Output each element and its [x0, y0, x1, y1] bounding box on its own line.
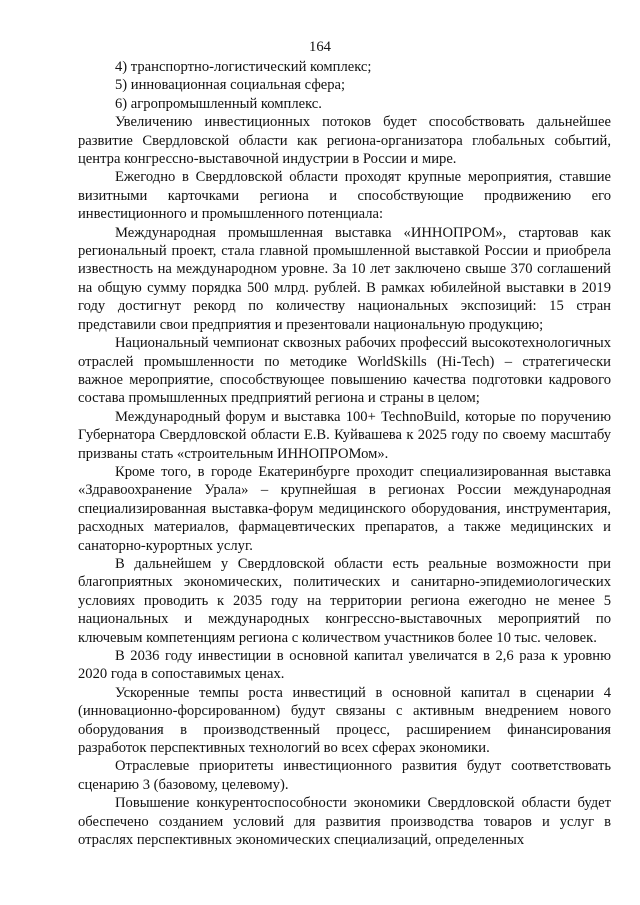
paragraph-innoprom: Международная промышленная выставка «ИННОПРОМ», стартовав как региональный проект, стала главной промышленной выставкой России и приобрела известность на международном уровне. За 10 лет заключено свыше 370 соглашений на общую сумму порядка 500 млрд. рублей. В рамках юбилейной выставки в 2019 году достигнут рекорд по количеству национальных экспозиций: 15 стран представили свои предприятия и презентовали национальную продукцию; — [78, 224, 611, 333]
paragraph-investment-flows: Увеличению инвестиционных потоков будет способствовать дальнейшее развитие Свердловской области как региона-организатора глобальных событий, центра конгрессно-выставочной индустрии в России и мире. — [78, 114, 611, 168]
paragraph-healthcare-exhibition: Кроме того, в городе Екатеринбурге проходит специализированная выставка «Здравоохранение Урала» – крупнейшая в регионах России международная специализированная выставка-форум медицинского оборудования, инструментария, расходных материалов, фармацевтических препаратов, а также медицинских и санаторно-курортных услуг. — [78, 463, 611, 554]
paragraph-annual-events: Ежегодно в Свердловской области проходят крупные мероприятия, ставшие визитными карточками региона и способствующие продвижению его инвестиционного и промышленного потенциала: — [78, 169, 611, 223]
paragraph-worldskills: Национальный чемпионат сквозных рабочих профессий высокотехнологичных отраслей промышленности по методике WorldSkills (Hi-Tech) – стратегически важное мероприятие, способствующее повышению качества подготовки кадрового состава промышленных предприятий региона и страны в целом; — [78, 335, 611, 407]
body-text — [78, 58, 611, 849]
paragraph-competitiveness: Повышение конкурентоспособности экономики Свердловской области будет обеспечено созданием условий для развития производства товаров и услуг в отраслях перспективных экономических специализаций, определенных — [78, 795, 611, 849]
list-item-agro-complex: 6) агропромышленный комплекс. — [115, 95, 322, 112]
list-item-transport-logistics: 4) транспортно-логистический комплекс; — [115, 59, 372, 75]
paragraph-scenario-4: Ускоренные темпы роста инвестиций в основной капитал в сценарии 4 (инновационно-форсированном) будут связаны с активным внедрением нового оборудования в производственный процесс, расширением финансирования разработок перспективных технологий во всех сферах экономики. — [78, 684, 611, 757]
paragraph-future-events: В дальнейшем у Свердловской области есть реальные возможности при благоприятных экономических, политических и санитарно-эпидемиологических условиях проводить к 2035 году на территории региона ежегодно не менее 5 национальных и международных конгрессно-выставочных мероприятий по ключевым компетенциям региона с количеством участников более 10 тыс. человек. — [78, 555, 611, 646]
paragraph-sector-priorities: Отраслевые приоритеты инвестиционного развития будут соответствовать сценарию 3 (базовому, целевому). — [78, 758, 611, 793]
list-item-social-sphere: 5) инновационная социальная сфера; — [115, 77, 346, 94]
page-number: 164 — [309, 39, 331, 55]
paragraph-technobuild: Международный форум и выставка 100+ TechnoBuild, которые по поручению Губернатора Свердловской области Е.В. Куйвашева к 2025 году по своему масштабу призваны стать «строительным ИННОПРОМом». — [78, 408, 611, 462]
paragraph-investment-growth: В 2036 году инвестиции в основной капитал увеличатся в 2,6 раза к уровню 2020 года в сопоставимых ценах. — [78, 648, 611, 683]
